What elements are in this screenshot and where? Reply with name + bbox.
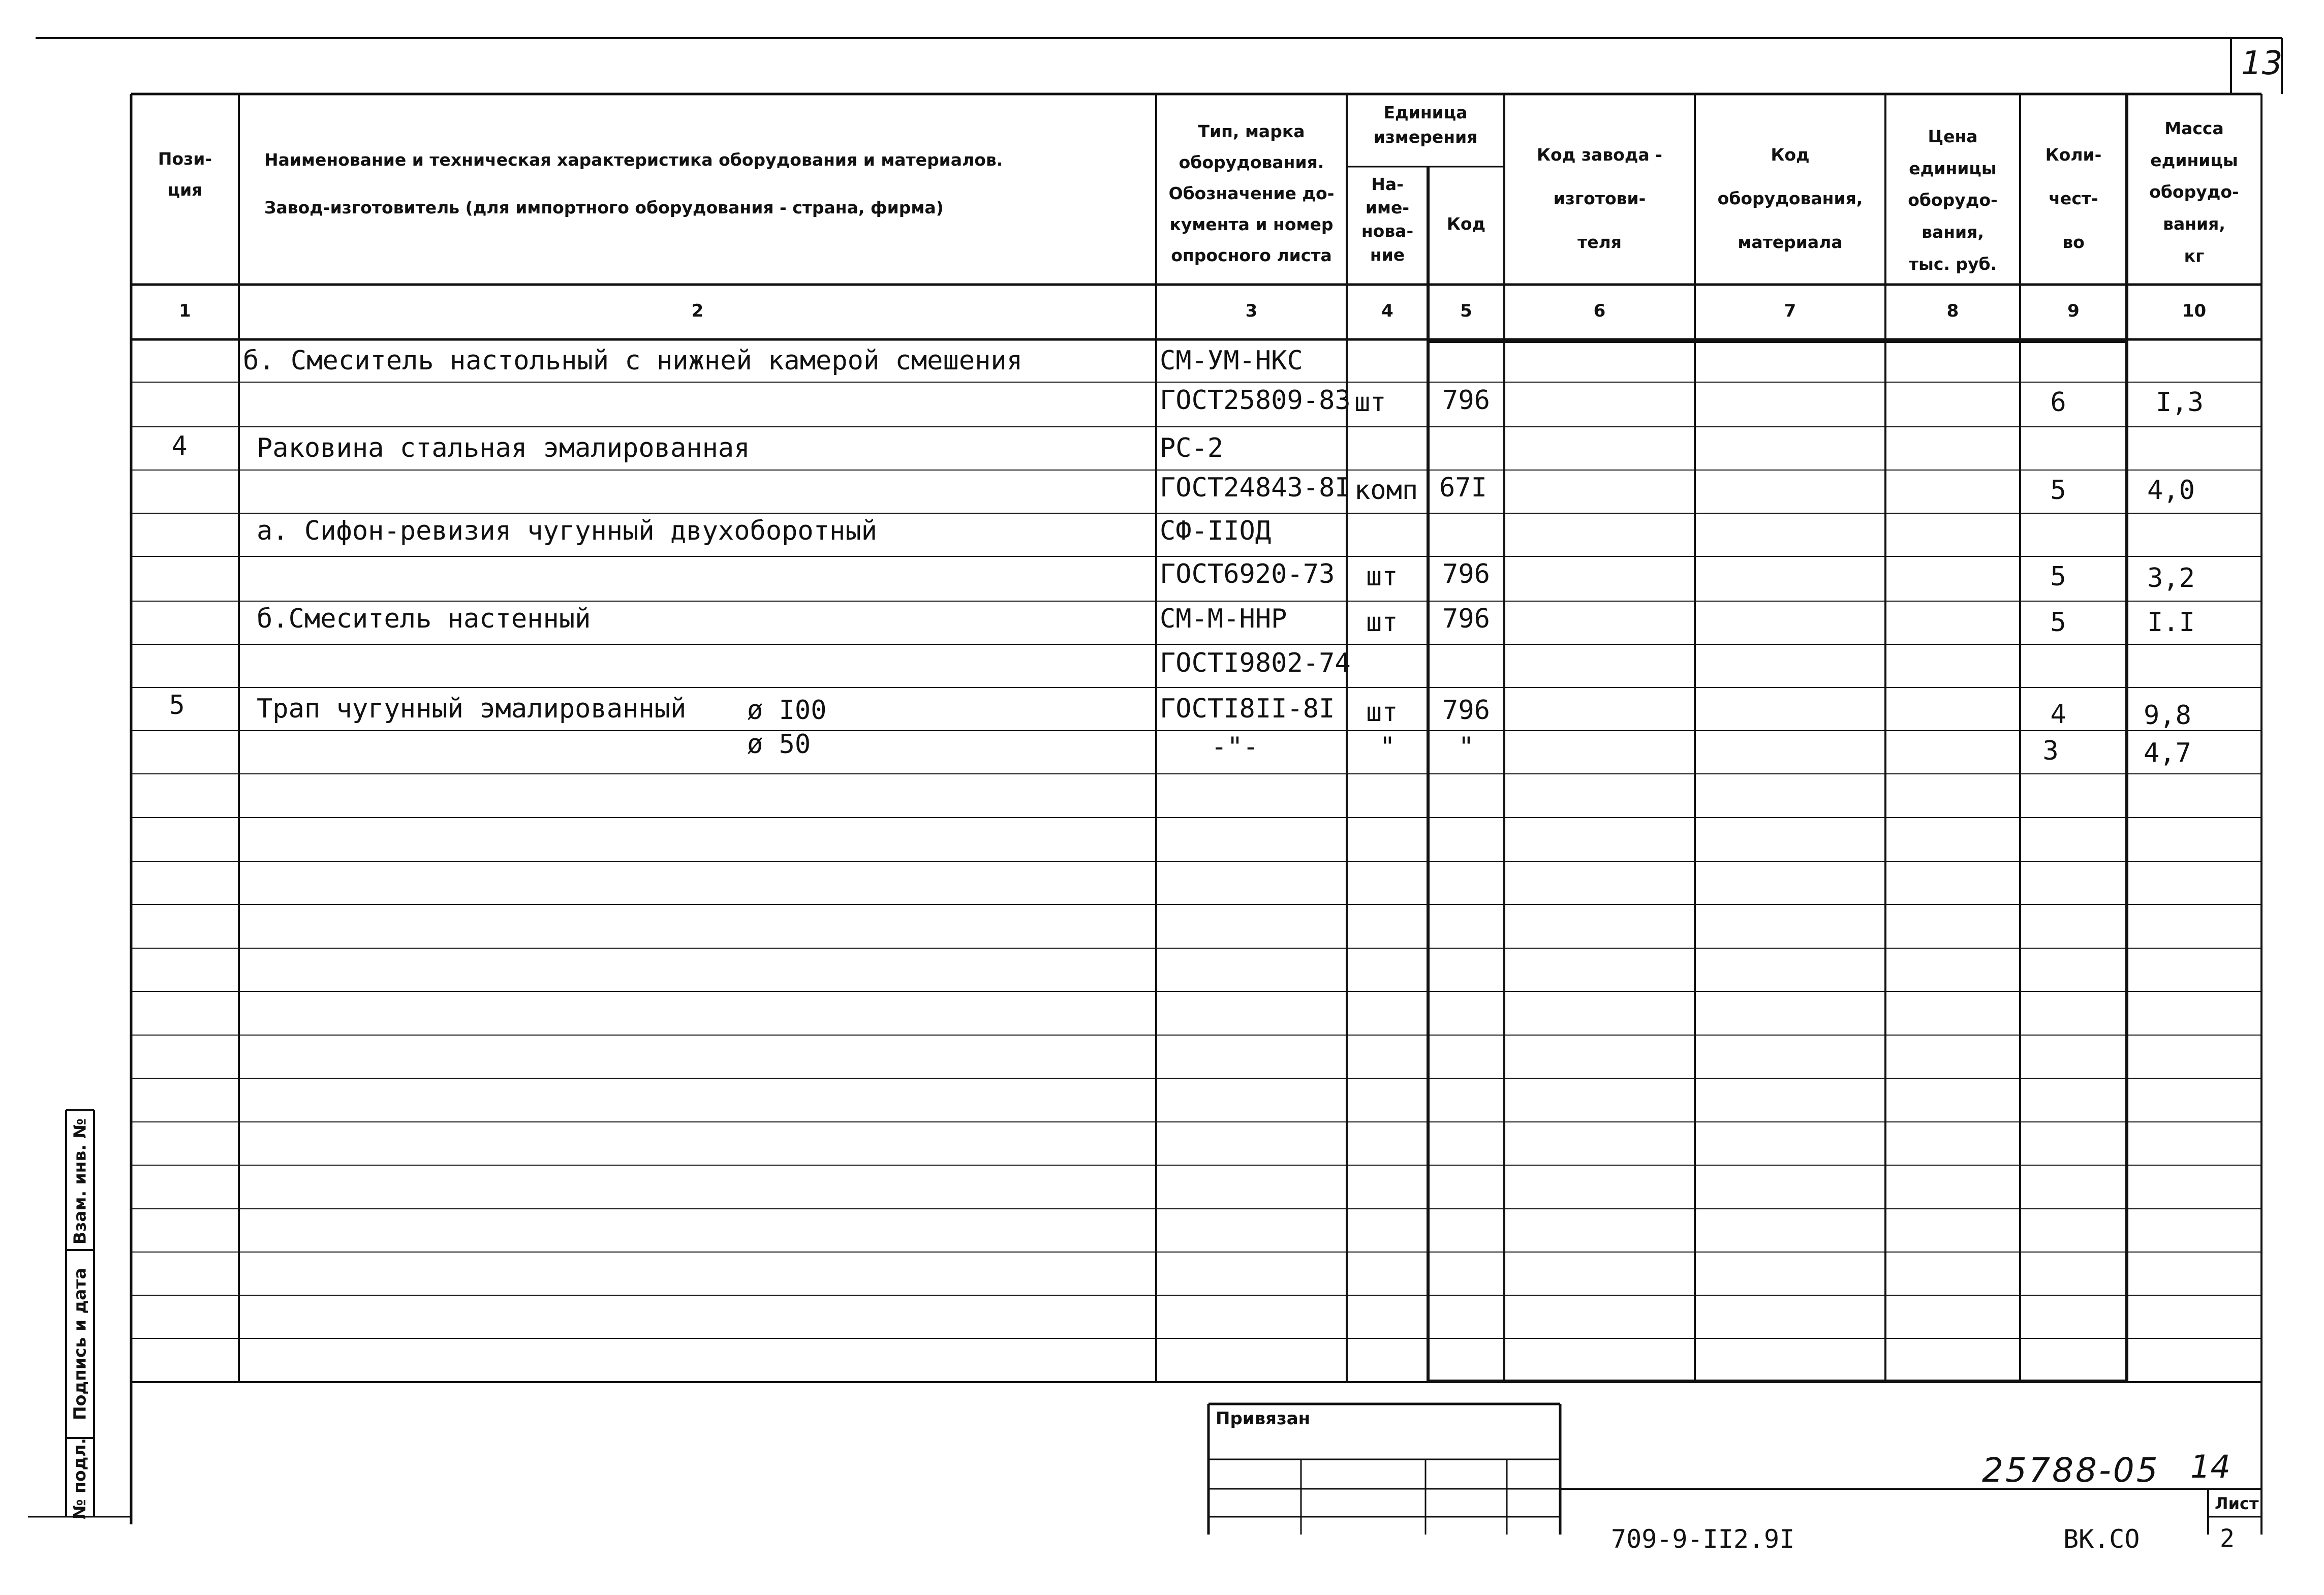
column-number: 4 bbox=[1381, 301, 1393, 321]
row-quantity: 5 bbox=[2050, 607, 2066, 638]
column-number: 7 bbox=[1784, 301, 1796, 321]
row-mass: 9,8 bbox=[2144, 700, 2191, 731]
column-number: 2 bbox=[691, 301, 704, 321]
row-name: б.Смеситель настенный bbox=[257, 604, 591, 634]
column-number: 1 bbox=[179, 301, 191, 321]
header-unit-name: На- име- нова- ние bbox=[1361, 174, 1414, 265]
row-name: Трап чугунный эмалированный bbox=[257, 694, 687, 724]
header-type: Тип, марка оборудования. Обозначение до- кумента и номер опросного листа bbox=[1168, 121, 1335, 266]
attached-label: Привязан bbox=[1216, 1409, 1311, 1429]
stamp-replacement-inv: Взам. инв. № bbox=[70, 1118, 90, 1245]
header-unit-code: Код bbox=[1446, 214, 1486, 234]
row-type: -"- bbox=[1211, 732, 1259, 762]
header-unit-group: Единица измерения bbox=[1373, 103, 1478, 147]
row-type: СМ-УМ-НКС bbox=[1160, 346, 1303, 376]
column-number: 5 bbox=[1460, 301, 1472, 321]
column-number: 10 bbox=[2182, 301, 2207, 321]
row-type: СМ-М-ННР bbox=[1160, 604, 1287, 634]
header-name: Наименование и техническая характеристика оборудования и материалов. Завод-изготовитель (для импортного оборудования - страна, фирма) bbox=[264, 150, 1003, 218]
row-type: РС-2 bbox=[1160, 433, 1224, 463]
row-code: 796 bbox=[1442, 385, 1490, 416]
header-quantity: Коли- чест- во bbox=[2045, 145, 2102, 252]
row-position: 4 bbox=[171, 431, 188, 461]
row-quantity: 4 bbox=[2050, 699, 2066, 730]
row-diameter: ø 50 bbox=[747, 729, 811, 760]
row-name: б. Смеситель настольный с нижней камерой смешения bbox=[243, 346, 1023, 376]
row-type: ГОСТ24843-8I bbox=[1160, 473, 1351, 503]
row-code: " bbox=[1458, 732, 1474, 762]
row-unit: шт bbox=[1366, 607, 1398, 638]
row-code: 796 bbox=[1442, 604, 1490, 634]
header-position: Пози- ция bbox=[158, 149, 212, 200]
row-mass: 4,0 bbox=[2147, 475, 2195, 506]
row-name: а. Сифон-ревизия чугунный двухоборотный bbox=[257, 516, 877, 546]
column-number: 6 bbox=[1593, 301, 1606, 321]
row-type: ГОСТI9802-74 bbox=[1160, 648, 1351, 678]
row-mass: I.I bbox=[2147, 607, 2195, 638]
section-code: ВК.СО bbox=[2063, 1524, 2140, 1554]
row-unit: комп bbox=[1354, 475, 1418, 506]
header-mass: Масса единицы оборудо- вания, кг bbox=[2149, 118, 2239, 266]
stamp-signature-date: Подпись и дата bbox=[70, 1268, 90, 1420]
row-quantity: 6 bbox=[2050, 387, 2066, 418]
row-mass: 3,2 bbox=[2147, 563, 2195, 593]
column-number: 9 bbox=[2067, 301, 2080, 321]
row-unit: шт bbox=[1366, 561, 1398, 592]
header-equipment-code: Код оборудования, материала bbox=[1717, 145, 1863, 252]
row-type: ГОСТ6920-73 bbox=[1160, 559, 1335, 589]
row-quantity: 5 bbox=[2050, 475, 2066, 506]
stamp-original-inv: № подл. bbox=[70, 1437, 89, 1520]
row-quantity: 5 bbox=[2050, 561, 2066, 592]
column-number: 3 bbox=[1245, 301, 1258, 321]
header-plant-code: Код завода - изготови- теля bbox=[1537, 145, 1662, 252]
row-mass: 4,7 bbox=[2144, 738, 2191, 768]
row-name: Раковина стальная эмалированная bbox=[257, 433, 750, 463]
row-unit: шт bbox=[1354, 387, 1386, 418]
row-type: ГОСТI8II-8I bbox=[1160, 694, 1335, 724]
column-number: 8 bbox=[1946, 301, 1959, 321]
document-number: 25788-05 bbox=[1982, 1451, 2160, 1490]
row-mass: I,3 bbox=[2156, 387, 2204, 418]
sheet-label: Лист bbox=[2215, 1494, 2259, 1513]
row-code: 796 bbox=[1442, 695, 1490, 726]
header-price: Цена единицы оборудо- вания, тыс. руб. bbox=[1908, 127, 1998, 274]
document-suffix: 14 bbox=[2190, 1448, 2230, 1485]
row-type: ГОСТ25809-83 bbox=[1160, 385, 1351, 416]
corner-page-number: 13 bbox=[2241, 45, 2283, 82]
project-code: 709-9-II2.9I bbox=[1611, 1524, 1795, 1554]
row-code: 67I bbox=[1439, 473, 1487, 503]
row-quantity: 3 bbox=[2042, 736, 2059, 766]
sheet-number: 2 bbox=[2220, 1524, 2235, 1553]
row-code: 796 bbox=[1442, 559, 1490, 589]
row-position: 5 bbox=[169, 690, 185, 721]
row-unit: шт bbox=[1366, 697, 1398, 728]
row-type: СФ-IIОД bbox=[1160, 516, 1272, 546]
row-diameter: ø I00 bbox=[747, 695, 827, 726]
row-unit: " bbox=[1379, 732, 1396, 762]
